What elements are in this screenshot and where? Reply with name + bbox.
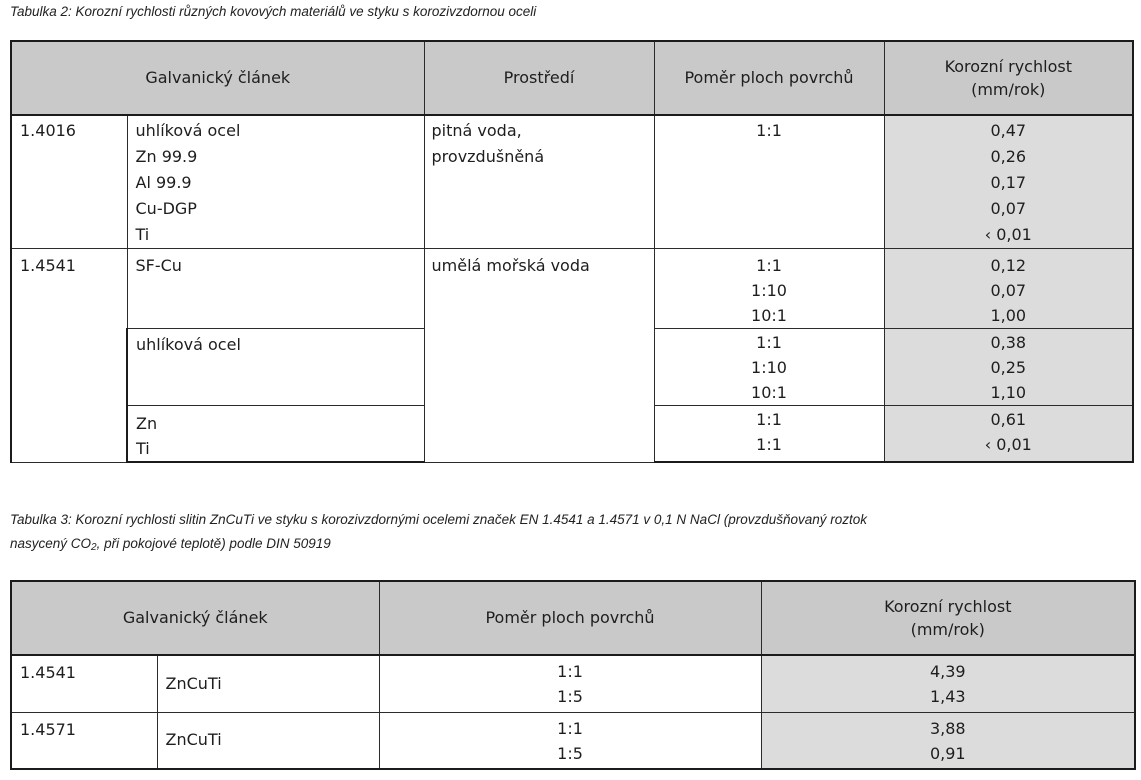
rate-value: ‹ 0,01 xyxy=(984,225,1032,244)
table3-header-area-ratio: Poměr ploch povrchů xyxy=(379,581,761,655)
material-item: Ti xyxy=(136,439,150,458)
rate-value: 0,07 xyxy=(990,281,1027,300)
alloy-text: ZnCuTi xyxy=(165,730,222,750)
table2-rate-cell xyxy=(884,406,1133,463)
table2-header-area-ratio: Poměr ploch povrchů xyxy=(654,41,884,115)
table3-rate-cell xyxy=(761,655,1135,712)
table2-header-rate-unit: (mm/rok) xyxy=(971,80,1046,99)
material-item: uhlíková ocel xyxy=(136,335,241,354)
table2-header-rate-title: Korozní rychlost xyxy=(944,57,1072,76)
ratio-value: 1:1 xyxy=(557,718,583,738)
table2-header-corrosion-rate xyxy=(884,41,1133,115)
material-item: Cu-DGP xyxy=(135,199,197,218)
material-item: Al 99.9 xyxy=(135,173,192,192)
table2-header-galvanic-cell: Galvanický článek xyxy=(11,41,424,115)
table2-caption xyxy=(10,0,536,24)
material-item: Zn xyxy=(136,414,158,433)
table3-header-rate-title: Korozní rychlost xyxy=(884,597,1012,616)
ratio-value: 10:1 xyxy=(751,306,787,325)
table2-materials-cell xyxy=(127,329,424,406)
table2-materials-cell xyxy=(127,115,424,249)
table2-materials-cell xyxy=(127,406,424,463)
environment-text: provzdušněná xyxy=(431,147,545,166)
table2-ratio-cell xyxy=(654,115,884,249)
steel-code-text: 1.4016 xyxy=(20,121,76,140)
environment-text: pitná voda, xyxy=(431,121,522,140)
table2-steel-code xyxy=(11,249,127,463)
ratio-value: 1:5 xyxy=(557,687,583,706)
table3-alloy-cell xyxy=(157,655,379,712)
steel-code-text: 1.4541 xyxy=(20,256,76,275)
ratio-value: 1:1 xyxy=(756,121,782,140)
table3-caption-text: , při pokojové teplotě) podle DIN 50919 xyxy=(96,536,331,551)
table3-alloy-cell xyxy=(157,712,379,769)
table3-header-galvanic-cell: Galvanický článek xyxy=(11,581,379,655)
table3-caption-line2 xyxy=(10,532,867,560)
table3-caption-subscript: 2 xyxy=(91,542,97,553)
table2-rate-cell xyxy=(884,329,1133,406)
rate-value: 0,12 xyxy=(990,256,1027,275)
material-item: uhlíková ocel xyxy=(135,121,241,140)
table2-caption-text: Tabulka 2: Korozní rychlosti různých kovových materiálů ve styku s korozivzdornou oceli xyxy=(10,4,537,19)
rate-value: 3,88 xyxy=(929,718,966,738)
table2-ratio-cell xyxy=(654,329,884,406)
rate-value: 1,43 xyxy=(929,687,966,706)
alloy-text: ZnCuTi xyxy=(165,673,222,693)
table3-steel-code xyxy=(11,655,157,712)
table2-ratio-cell xyxy=(654,249,884,329)
table2-rate-cell xyxy=(884,249,1133,329)
table3-header-corrosion-rate xyxy=(761,581,1135,655)
ratio-value: 1:1 xyxy=(557,662,583,681)
table3-row-1-4571 xyxy=(11,712,1135,769)
environment-text: umělá mořská voda xyxy=(431,256,590,275)
ratio-value: 1:1 xyxy=(756,435,782,454)
ratio-value: 1:1 xyxy=(756,333,782,352)
table3-steel-code xyxy=(11,712,157,769)
ratio-value: 1:1 xyxy=(756,256,782,275)
table2-environment-cell xyxy=(424,249,654,463)
steel-code-text: 1.4571 xyxy=(20,719,76,739)
table3-rate-cell xyxy=(761,712,1135,769)
ratio-value: 1:10 xyxy=(751,281,787,300)
table2-row-1-4016 xyxy=(11,115,1133,249)
ratio-value: 1:10 xyxy=(751,358,787,377)
rate-value: 0,61 xyxy=(990,410,1027,429)
table3-header-rate-unit: (mm/rok) xyxy=(910,620,985,639)
table3-caption xyxy=(10,508,867,560)
rate-value: 0,25 xyxy=(990,358,1027,377)
rate-value: 4,39 xyxy=(929,662,966,681)
table2-corrosion-rates-metals xyxy=(10,40,1134,463)
table2-ratio-cell xyxy=(654,406,884,463)
table3-caption-line1: Tabulka 3: Korozní rychlosti slitin ZnCuTi ve styku s korozivzdornými ocelemi značek EN 1.4541 a 1.4571 v 0,1 N NaCl (provzdušňovaný roztok xyxy=(10,512,868,527)
steel-code-text: 1.4541 xyxy=(20,663,76,682)
rate-value: 0,47 xyxy=(990,121,1027,140)
rate-value: 0,91 xyxy=(929,743,966,763)
table2-rate-cell xyxy=(884,115,1133,249)
table3-ratio-cell xyxy=(379,655,761,712)
table3-corrosion-rates-zncuti xyxy=(10,580,1136,770)
rate-value: 1,10 xyxy=(990,383,1027,402)
ratio-value: 10:1 xyxy=(751,383,787,402)
rate-value: 0,07 xyxy=(990,199,1027,218)
table2-environment-cell xyxy=(424,115,654,249)
material-item: Ti xyxy=(135,225,150,244)
rate-value: 0,17 xyxy=(990,173,1027,192)
table3-row-1-4541 xyxy=(11,655,1135,712)
table3-caption-text: nasycený CO xyxy=(10,536,92,551)
table2-header-environment: Prostředí xyxy=(424,41,654,115)
table2-materials-cell xyxy=(127,249,424,329)
table2-steel-code xyxy=(11,115,127,249)
ratio-value: 1:1 xyxy=(756,410,782,429)
rate-value: 0,26 xyxy=(990,147,1027,166)
material-item: Zn 99.9 xyxy=(135,147,198,166)
table3-ratio-cell xyxy=(379,712,761,769)
table2-row-1-4541-sfcu xyxy=(11,249,1133,329)
material-item: SF-Cu xyxy=(135,256,182,275)
rate-value: 1,00 xyxy=(990,306,1027,325)
ratio-value: 1:5 xyxy=(557,743,583,763)
rate-value: ‹ 0,01 xyxy=(984,435,1032,454)
rate-value: 0,38 xyxy=(990,333,1027,352)
